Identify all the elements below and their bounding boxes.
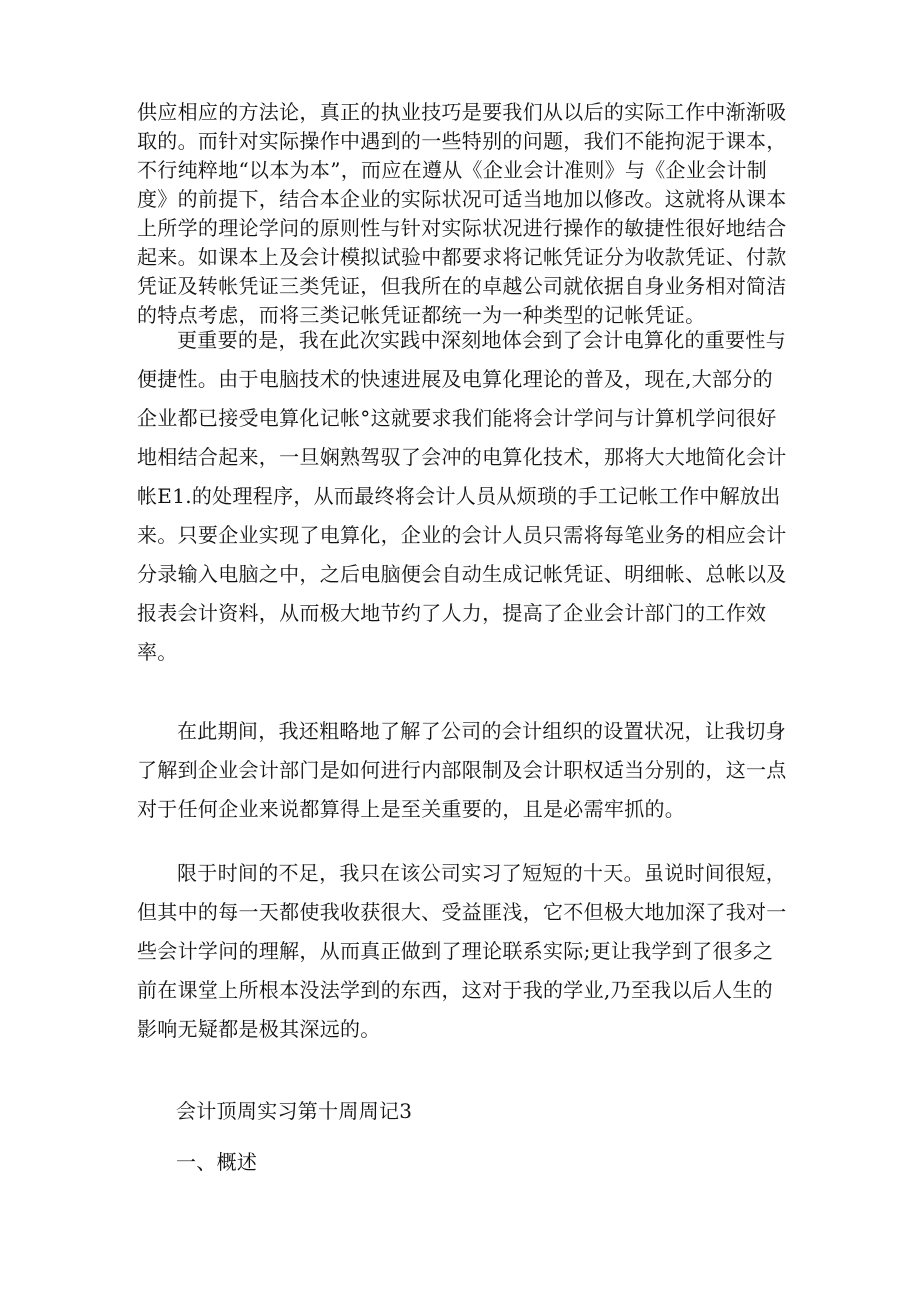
section-heading-overview: 一、概述 (176, 1150, 258, 1174)
paragraph-conclusion: 限于时间的不足，我只在该公司实习了短短的十天。虽说时间很短，但其中的每一天都使我收获很大、受益匪浅，它不但极大地加深了我对一些会计学问的理解，从而真正做到了理论联系实际;更让我学到了很多之前在课堂上所根本没法学到的东西，这对于我的学业,乃至我以后人生的影响无疑都是极其深远的。 (137, 861, 787, 1041)
text-block-conclusion (137, 854, 787, 1049)
paragraph-intro: 供应相应的方法论，真正的执业技巧是要我们从以后的实际工作中渐渐吸取的。而针对实际操作中遇到的一些特别的问题，我们不能拘泥于课本，不行纯粹地“以本为本”，而应在遵从《企业会计准则》与《企业会计制度》的前提下，结合本企业的实际状况可适当地加以修改。这就将从课本上所学的理论学问的原则性与针对实际状况进行操作的敏捷性很好地结合起来。如课本上及会计模拟试验中都要求将记帐凭证分为收款凭证、付款凭证及转帐凭证三类凭证，但我所在的卓越公司就依据自身业务相对简洁的特点考虑，而将三类记帐凭证都统一为一种类型的记帐凭证。 (137, 100, 787, 327)
text-block-organization (137, 712, 787, 829)
text-block-intro (137, 98, 787, 330)
text-block-computerization (137, 321, 787, 672)
weekly-report-title: 会计顶周实习第十周周记3 (176, 1099, 413, 1123)
paragraph-organization: 在此期间，我还粗略地了解了公司的会计组织的设置状况，让我切身了解到企业会计部门是如何进行内部限制及会计职权适当分别的，这一点对于任何企业来说都算得上是至关重要的，且是必需牢抓的。 (137, 719, 787, 821)
paragraph-computerization: 更重要的是，我在此次实践中深刻地体会到了会计电算化的重要性与便捷性。由于电脑技术的快速进展及电算化理论的普及，现在,大部分的企业都已接受电算化记帐°这就要求我们能将会计学问与计算机学问很好地相结合起来，一旦娴熟驾驭了会冲的电算化技术，那将大大地简化会计帐E1.的处理程序，从而最终将会计人员从烦琐的手工记帐工作中解放出来。只要企业实现了电算化，企业的会计人员只需将每笔业务的相应会计分录输入电脑之中，之后电脑便会自动生成记帐凭证、明细帐、总帐以及报表会计资料，从而极大地节约了人力，提高了企业会计部门的工作效率。 (137, 328, 787, 664)
